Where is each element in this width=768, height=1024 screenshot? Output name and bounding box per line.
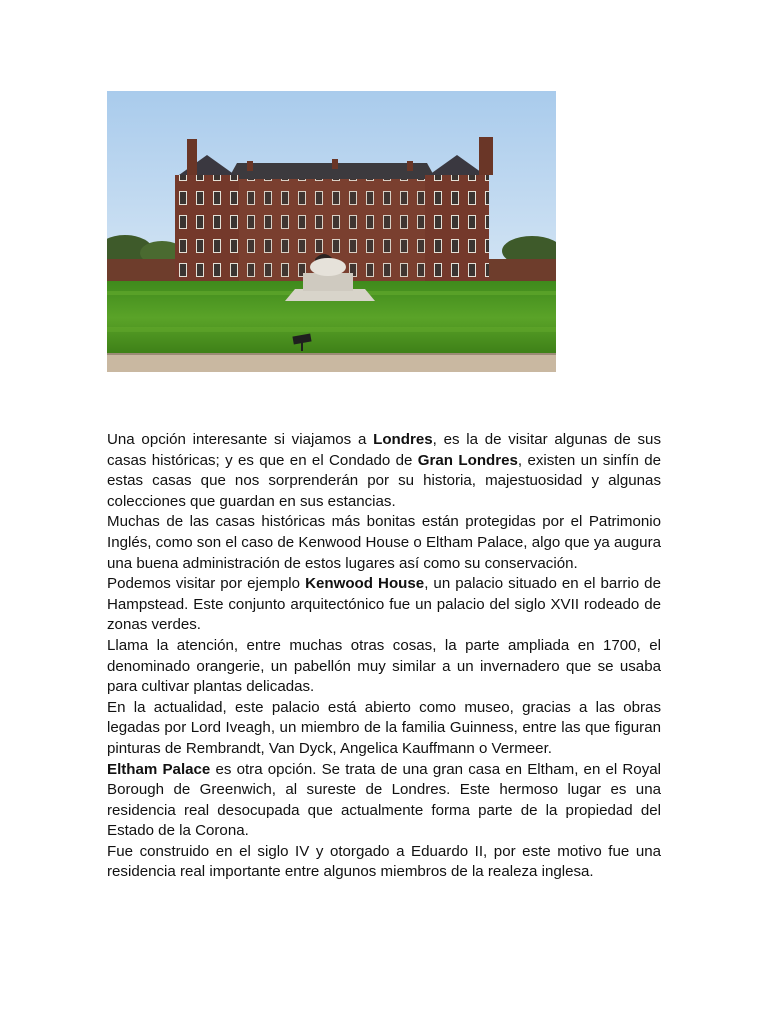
bold-text: Kenwood House [305,575,425,593]
paragraph [107,430,661,512]
body-text [107,430,661,883]
text-run: , existen un sinfín de estas casas que nos sorprenderán por su historia, majestuosidad y algunas colecciones que guardan en sus estancias. [107,451,661,510]
paragraph [107,842,661,883]
text-run: es otra opción. Se trata de una gran casa en Eltham, en el Royal Borough de Greenwich, al sureste de Londres. Este hermoso lugar es una residencia real desocupada que actualmente forma parte de la propiedad del Estado de la Corona. [107,760,661,840]
bold-text: Londres [373,431,433,448]
bold-text: Gran Londres [417,451,518,469]
paragraph [107,574,661,636]
text-run: , es la de visitar algunas de sus casas históricas; y es que en el Condado de [107,431,661,469]
text-run: Fue construido en el siglo IV y otorgado a Eduardo II, por este motivo fue una residencia real importante entre algunos miembros de la realeza inglesa. [107,842,661,881]
paragraph [107,760,661,842]
text-run: Podemos visitar por ejemplo [107,575,306,593]
paragraph [107,698,661,760]
bold-text: Eltham Palace [107,760,211,778]
mansion-photo [107,91,556,372]
text-run: Llama la atención, entre muchas otras cosas, la parte ampliada en 1700, el denominado orangerie, un pabellón muy similar a un invernadero que se usaba para cultivar plantas delicadas. [107,636,661,696]
paragraph [107,512,661,574]
text-run: , un palacio situado en el barrio de Hampstead. Este conjunto arquitectónico fue un palacio del siglo XVII rodeado de zonas verdes. [107,575,661,634]
text-run: Una opción interesante si viajamos a [107,431,374,448]
paragraph [107,636,661,698]
text-run: En la actualidad, este palacio está abierto como museo, gracias a las obras legadas por Lord Iveagh, un miembro de la familia Guinness, entre las que figuran pinturas de Rembrandt, Van Dyck, Angelica Kauffmann o Vermeer. [107,698,661,757]
text-run: Muchas de las casas históricas más bonitas están protegidas por el Patrimonio Inglés, como son el caso de Kenwood House o Eltham Palace, algo que ya augura una buena administración de estos lugares así como su conservación. [107,513,661,572]
